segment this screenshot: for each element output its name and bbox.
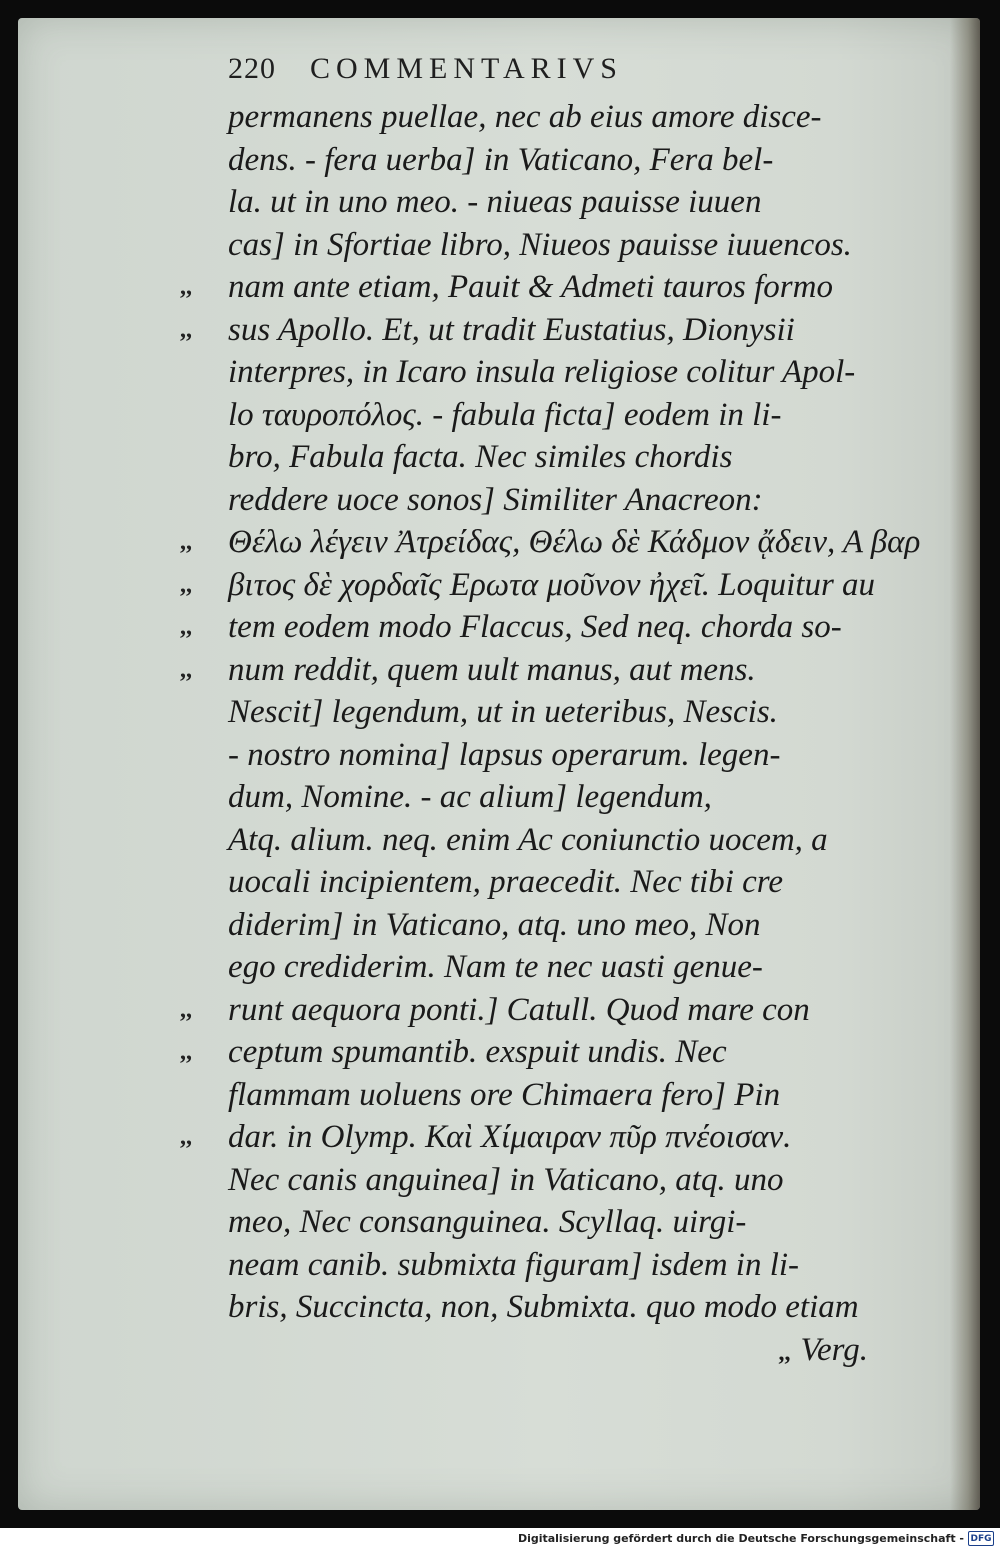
quotation-marker: ,, [180,571,192,598]
quotation-marker: ,, [180,996,192,1023]
text-line [180,309,928,352]
text-line [180,989,928,1032]
quotation-marker: ,, [180,656,192,683]
line-text: sus Apollo. Et, ut tradit Eustatius, Dionysii [228,311,795,348]
line-text: ego crediderim. Nam te nec uasti genue- [228,949,763,985]
text-line [228,436,928,479]
text-line [180,1031,928,1074]
text-line [180,266,928,309]
line-text: num reddit, quem uult manus, aut mens. [228,651,756,688]
text-line [228,224,928,267]
text-line [228,1286,928,1329]
quotation-marker: ,, [180,1124,192,1150]
quotation-marker: ,, [180,316,192,343]
line-text: βιτος δὲ χορδαῖς Ερωτα μοῦνον ἠχεῖ. Loquitur au [228,566,876,603]
running-title: COMMENTARIVS [310,52,623,85]
line-text: ceptum spumantib. exspuit undis. Nec [228,1034,727,1070]
text-line [228,734,928,777]
text-block [180,96,928,1371]
catchword-marker: ,, [778,1339,791,1366]
catchword-text: Verg. [800,1331,868,1368]
text-line [180,649,928,692]
line-text: diderim] in Vaticano, atq. uno meo, Non [228,906,761,943]
line-text: - nostro nomina] lapsus operarum. legen- [228,736,781,773]
running-head [228,52,748,96]
line-text: Θέλω λέγειν Ἀτρείδας, Θέλω δὲ Κάδμον ᾄδειν, Α βαρ [228,524,921,560]
line-text: lo ταυροπόλος. - fabula ficta] eodem in li- [228,396,782,433]
line-text: bris, Succincta, non, Submixta. quo modo etiam [228,1289,859,1325]
line-text: dens. - fera uerba] in Vaticano, Fera bel- [228,141,774,178]
quotation-marker: ,, [180,614,192,640]
catchword [228,1329,928,1372]
line-text: dar. in Olymp. Καὶ Χίμαιραν πῦρ πνέοισαν. [228,1119,792,1155]
text-line [228,394,928,437]
line-text: permanens puellae, nec ab eius amore disce- [228,99,822,135]
line-text: reddere uoce sonos] Similiter Anacreon: [228,481,763,518]
funding-note: Digitalisierung gefördert durch die Deutsche Forschungsgemeinschaft - [517,1532,964,1545]
text-line [180,606,928,649]
line-text: Nec canis anguinea] in Vaticano, atq. uno [228,1161,784,1198]
line-text: nam ante etiam, Pauit & Admeti tauros formo [228,269,833,305]
line-text: cas] in Sfortiae libro, Niueos pauisse iuuencos. [228,226,852,263]
text-line [228,351,928,394]
line-text: Nescit] legendum, ut in ueteribus, Nescis. [228,694,778,730]
text-line [228,96,928,139]
text-line [228,946,928,989]
text-line [228,1244,928,1287]
line-text: flammam uoluens ore Chimaera fero] Pin [228,1076,781,1113]
line-text: neam canib. submixta figuram] isdem in li- [228,1246,800,1283]
text-line [228,1201,928,1244]
text-line [228,1074,928,1117]
line-text: dum, Nomine. - ac alium] legendum, [228,779,712,815]
text-line [228,181,928,224]
line-text: tem eodem modo Flaccus, Sed neq. chorda so- [228,609,842,645]
digitization-footer [0,1528,1000,1551]
line-text: la. ut in uno meo. - niueas pauisse iuuen [228,184,762,220]
page-number: 220 [228,52,276,85]
text-line [228,819,928,862]
line-text: uocali incipientem, praecedit. Nec tibi cre [228,864,784,900]
text-line [228,1159,928,1202]
line-text: Atq. alium. neq. enim Ac coniunctio uocem, a [228,821,828,858]
quotation-marker: ,, [180,529,192,555]
line-text: bro, Fabula facta. Nec similes chordis [228,439,733,475]
quotation-marker: ,, [180,1039,192,1065]
text-line [228,479,928,522]
text-line [228,904,928,947]
line-text: runt aequora ponti.] Catull. Quod mare con [228,991,810,1028]
text-line [180,564,928,607]
page-gutter-shadow [950,18,980,1510]
text-line [180,1116,928,1159]
text-line [228,861,928,904]
text-line [228,691,928,734]
quotation-marker: ,, [180,274,192,300]
line-text: interpres, in Icaro insula religiose colitur Apol- [228,354,856,390]
line-text: meo, Nec consanguinea. Scyllaq. uirgi- [228,1204,747,1240]
text-line [180,521,928,564]
dfg-logo: DFG [968,1531,994,1546]
text-line [228,139,928,182]
text-line [228,776,928,819]
